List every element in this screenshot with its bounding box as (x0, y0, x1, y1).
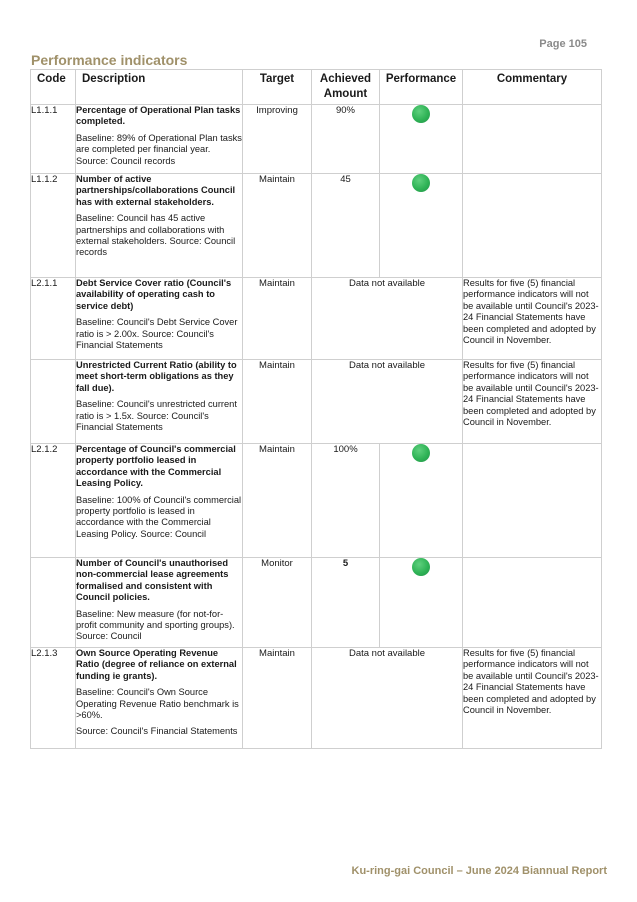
indicator-description (76, 105, 243, 174)
status-green-dot-icon (412, 174, 430, 192)
header-code: Code (31, 70, 76, 105)
indicator-baseline: Baseline: 89% of Operational Plan tasks are completed per financial year. Source: Council records (76, 132, 242, 166)
indicator-target: Maintain (243, 174, 312, 278)
indicator-title: Number of active partnerships/collaborations Council has with external stakeholders. (76, 174, 236, 207)
indicator-baseline: Baseline: Council's Debt Service Cover ratio is > 2.00x. Source: Council's Financial Statements (76, 317, 238, 351)
page-number: Page 105 (539, 38, 587, 50)
indicator-description (76, 558, 243, 648)
header-target: Target (243, 70, 312, 105)
indicator-baseline: Baseline: Council's Own Source Operating Revenue Ratio benchmark is >60%. (76, 687, 239, 721)
indicator-code (31, 558, 76, 648)
header-performance: Performance (380, 70, 463, 105)
achieved-not-available: Data not available (312, 360, 463, 444)
indicator-target: Maintain (243, 648, 312, 749)
indicator-baseline: Baseline: New measure (for not-for-profit community and sporting groups). Source: Council (76, 608, 235, 642)
indicator-description (76, 174, 243, 278)
achieved-not-available: Data not available (312, 648, 463, 749)
indicator-title: Own Source Operating Revenue Ratio (degree of reliance on external funding ie grants). (76, 648, 237, 681)
indicator-description (76, 278, 243, 360)
indicator-code: L2.1.3 (31, 648, 76, 749)
performance-cell (380, 558, 463, 648)
commentary (463, 444, 602, 558)
commentary (463, 105, 602, 174)
table-row (31, 648, 602, 749)
table-row (31, 174, 602, 278)
indicator-code: L2.1.2 (31, 444, 76, 558)
indicator-baseline: Baseline: Council has 45 active partnerships and collaborations with external stakeholders. Source: Council records (76, 213, 236, 258)
indicator-title: Percentage of Operational Plan tasks completed. (76, 105, 241, 127)
indicator-target: Monitor (243, 558, 312, 648)
footer: Ku-ring-gai Council – June 2024 Biannual Report (351, 865, 607, 877)
indicator-target: Improving (243, 105, 312, 174)
performance-cell (380, 444, 463, 558)
indicator-code (31, 360, 76, 444)
performance-cell (380, 174, 463, 278)
indicator-title: Number of Council's unauthorised non-commercial lease agreements formalised and consistent with Council policies. (76, 558, 229, 603)
achieved-not-available: Data not available (312, 278, 463, 360)
indicator-target: Maintain (243, 278, 312, 360)
indicator-baseline: Baseline: 100% of Council's commercial property portfolio is leased in accordance with the Commercial Leasing Policy. Source: Council (76, 494, 242, 539)
indicator-code: L2.1.1 (31, 278, 76, 360)
indicator-title: Unrestricted Current Ratio (ability to meet short-term obligations as they fall due). (76, 360, 237, 393)
table-row (31, 105, 602, 174)
commentary: Results for five (5) financial performance indicators will not be available until Council's 2023-24 Financial Statements have been completed and adopted by Council in November. (463, 648, 602, 749)
indicator-code: L1.1.2 (31, 174, 76, 278)
table-row (31, 278, 602, 360)
performance-cell (380, 105, 463, 174)
header-achieved: Achieved Amount (312, 70, 380, 105)
status-green-dot-icon (412, 444, 430, 462)
commentary (463, 174, 602, 278)
table-row (31, 558, 602, 648)
status-green-dot-icon (412, 105, 430, 123)
achieved-amount: 100% (312, 444, 380, 558)
indicator-code: L1.1.1 (31, 105, 76, 174)
indicator-baseline: Baseline: Council's unrestricted current ratio is > 1.5x. Source: Council's Financial Statements (76, 399, 237, 433)
indicator-target: Maintain (243, 444, 312, 558)
status-green-dot-icon (412, 558, 430, 576)
indicator-baseline: Source: Council's Financial Statements (76, 726, 238, 737)
achieved-amount: 5 (312, 558, 380, 648)
table-row (31, 360, 602, 444)
table-body (31, 105, 602, 749)
header-commentary: Commentary (463, 70, 602, 105)
commentary (463, 558, 602, 648)
indicator-target: Maintain (243, 360, 312, 444)
achieved-amount: 90% (312, 105, 380, 174)
indicator-title: Percentage of Council's commercial property portfolio leased in accordance with the Commercial Leasing Policy. (76, 444, 236, 489)
header-description: Description (76, 70, 243, 105)
table-row (31, 444, 602, 558)
commentary: Results for five (5) financial performance indicators will not be available until Council's 2023-24 Financial Statements have been completed and adopted by Council in November. (463, 278, 602, 360)
indicator-description (76, 444, 243, 558)
indicator-description (76, 648, 243, 749)
performance-table (30, 69, 602, 749)
achieved-amount: 45 (312, 174, 380, 278)
indicator-description (76, 360, 243, 444)
indicator-title: Debt Service Cover ratio (Council's availability of operating cash to service debt) (76, 278, 232, 311)
table-header-row (31, 70, 602, 105)
section-title: Performance indicators (31, 52, 188, 68)
commentary: Results for five (5) financial performance indicators will not be available until Council's 2023-24 Financial Statements have been completed and adopted by Council in November. (463, 360, 602, 444)
